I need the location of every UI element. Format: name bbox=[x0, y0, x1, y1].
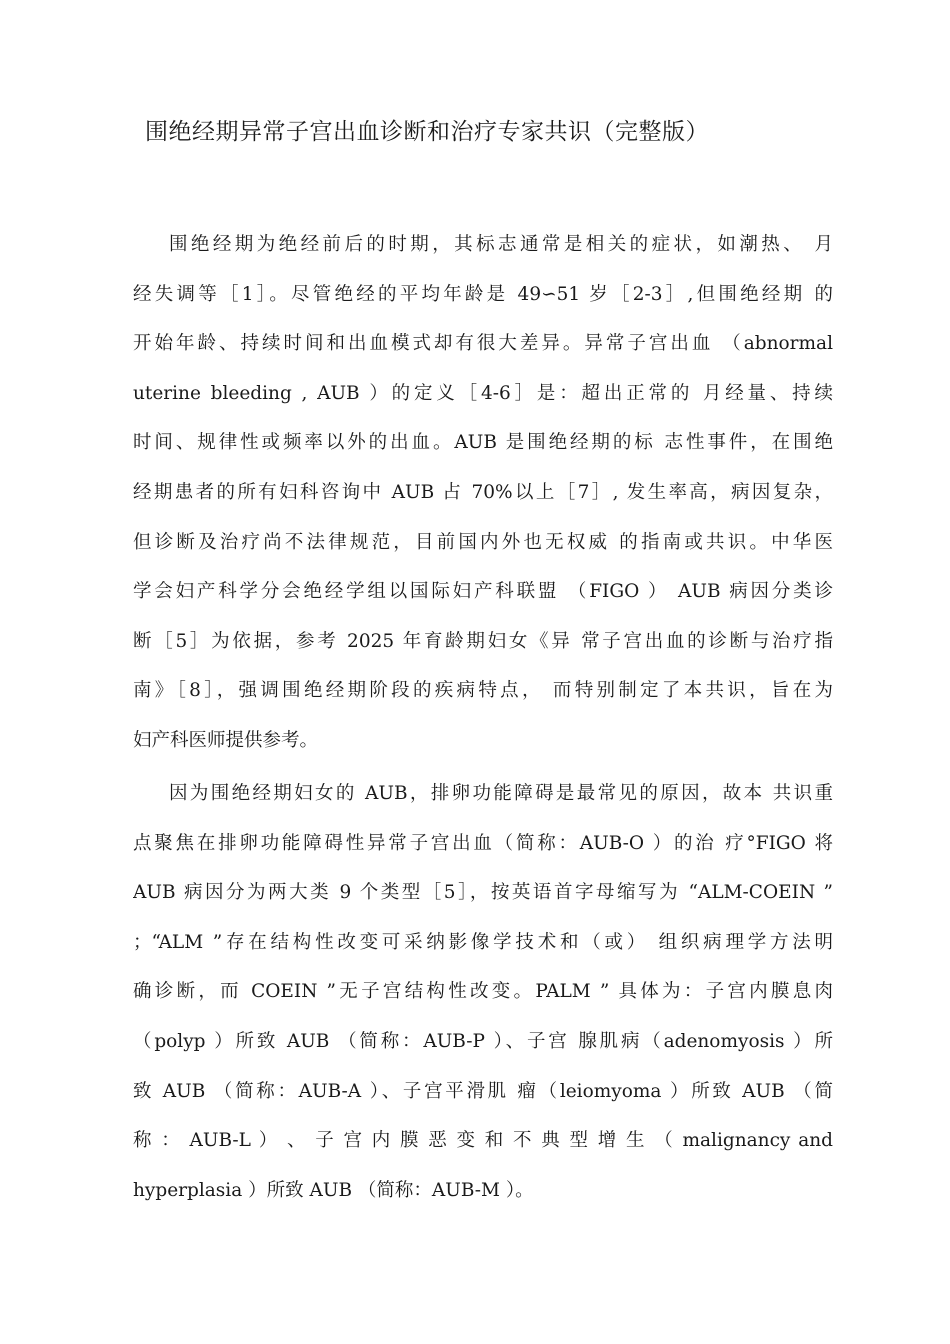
paragraph-line: 经期患者的所有妇科咨询中 AUB 占 70%以上［7］, 发生率高，病因复杂， bbox=[133, 481, 833, 503]
paragraph-line: 学会妇产科学分会绝经学组以国际妇产科联盟 （FIGO ） AUB 病因分类诊 bbox=[133, 581, 833, 603]
paragraph-line: 确诊断，而 COEIN ”无子宫结构性改变。PALM ” 具体为：子宫内膜息肉 bbox=[133, 981, 833, 1003]
paragraph-1 bbox=[133, 220, 833, 766]
paragraph-line: 围绝经期为绝经前后的时期，其标志通常是相关的症状，如潮热、 月 bbox=[169, 234, 833, 255]
document-title: 围绝经期异常子宫出血诊断和治疗专家共识（完整版） bbox=[145, 119, 709, 145]
paragraph-line: 但诊断及治疗尚不法律规范，目前国内外也无权威 的指南或共识。中华医 bbox=[133, 531, 833, 553]
paragraph-line: 开始年龄、持续时间和出血模式却有很大差异。异常子宫出血 （abnormal bbox=[133, 333, 833, 355]
paragraph-line: 点聚焦在排卵功能障碍性异常子宫出血（简称：AUB-O ）的治 疗°FIGO 将 bbox=[133, 832, 833, 854]
paragraph-line: 断［5］为依据，参考 2025 年育龄期妇女《异 常子宫出血的诊断与治疗指 bbox=[133, 630, 833, 652]
paragraph-line: 南》［8］，强调围绝经期阶段的疾病特点， 而特别制定了本共识，旨在为 bbox=[133, 680, 833, 702]
paragraph-line: 因为围绝经期妇女的 AUB，排卵功能障碍是最常见的原因，故本 共识重 bbox=[169, 783, 833, 804]
paragraph-line: hyperplasia ）所致 AUB （简称：AUB-M ）。 bbox=[133, 1179, 534, 1201]
paragraph-line: uterine bleeding , AUB ）的定义［4-6］是：超出正常的 月经量、持续 bbox=[133, 382, 833, 404]
paragraph-2 bbox=[133, 769, 833, 1215]
paragraph-line: 时间、规律性或频率以外的出血。AUB 是围绝经期的标 志性事件，在围绝 bbox=[133, 432, 833, 454]
paragraph-line: （polyp ）所致 AUB （简称：AUB-P ）、子宫 腺肌病（adenomyosis ）所 bbox=[133, 1030, 833, 1052]
paragraph-line: 致 AUB （简称：AUB-A ）、子宫平滑肌 瘤（leiomyoma ）所致 AUB （简 bbox=[133, 1080, 833, 1102]
paragraph-line: 经失调等［1］。尽管绝经的平均年龄是 49∽51 岁［2-3］,但围绝经期 的 bbox=[133, 283, 833, 305]
paragraph-line: 妇产科医师提供参考。 bbox=[133, 729, 319, 751]
paragraph-line: 称 ： AUB-L ） 、 子 宫 内 膜 恶 变 和 不 典 型 增 生 （ malignancy and bbox=[133, 1130, 833, 1152]
paragraph-line: AUB 病因分为两大类 9 个类型［5］，按英语首字母缩写为 “ALM-COEIN ” bbox=[133, 882, 833, 904]
paragraph-line: ；“ALM ”存在结构性改变可采纳影像学技术和（或） 组织病理学方法明 bbox=[133, 931, 833, 953]
